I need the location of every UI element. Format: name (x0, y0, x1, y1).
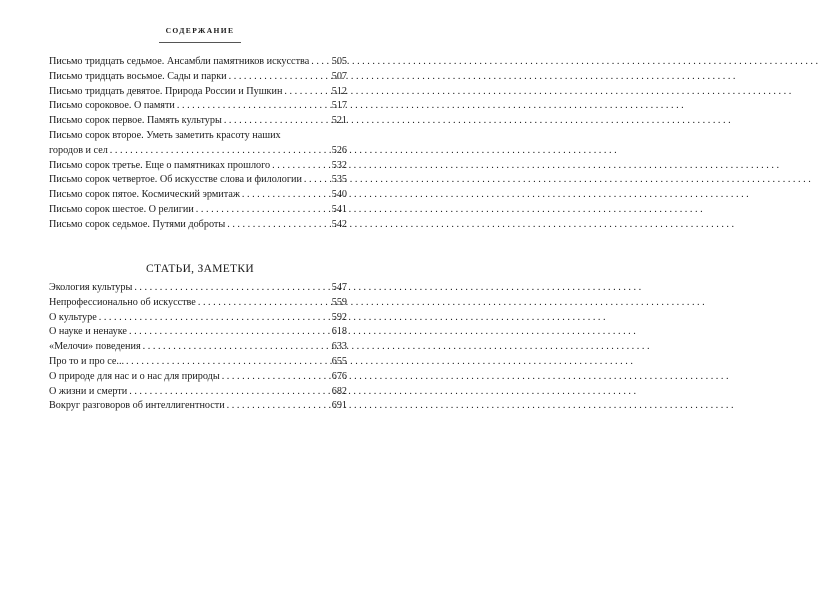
dot-leader (129, 325, 330, 340)
dot-leader (304, 173, 330, 188)
toc-entry[interactable] (49, 399, 347, 414)
toc-entry-title: Вокруг разговоров об интеллигентности (49, 400, 225, 412)
dot-leader (284, 85, 329, 100)
section-heading: СТАТЬИ, ЗАМЕТКИ (146, 263, 254, 275)
articles-toc (49, 281, 347, 414)
toc-entry-page: 547 (331, 282, 347, 293)
toc-entry-title: Письмо тридцать восьмое. Сады и парки (49, 70, 227, 82)
toc-entry-title: Письмо сорок шестое. О религии (49, 203, 194, 215)
toc-entry[interactable] (49, 99, 347, 114)
toc-entry-page: 512 (331, 85, 347, 97)
toc-entry-page: 682 (331, 385, 347, 397)
toc-entry[interactable] (49, 85, 347, 100)
toc-entry[interactable] (49, 370, 347, 385)
dot-leader (242, 188, 330, 203)
toc-entry[interactable] (49, 55, 347, 70)
toc-entry-title: О природе для нас и о нас для природы (49, 370, 220, 382)
toc-entry-page: 618 (331, 326, 347, 338)
toc-entry[interactable] (49, 203, 347, 218)
dot-leader (134, 281, 329, 296)
letters-toc (49, 55, 347, 233)
toc-entry-page: 633 (331, 341, 347, 353)
toc-entry[interactable] (49, 114, 347, 129)
dot-leader (227, 218, 330, 233)
toc-entry-title-line2: городов и сел (49, 144, 108, 156)
toc-entry[interactable] (49, 281, 347, 296)
dot-leader (272, 159, 330, 174)
dot-leader (143, 340, 330, 355)
toc-entry-page: 526 (331, 144, 347, 156)
toc-entry-page: 507 (331, 70, 347, 82)
dot-leader (177, 99, 330, 114)
toc-entry-page: 505 (331, 56, 347, 67)
toc-entry-title: Письмо тридцать девятое. Природа России и Пушкин (49, 85, 283, 97)
dot-leader (224, 114, 330, 129)
toc-entry-page: 540 (331, 189, 347, 201)
dot-leader (229, 70, 330, 85)
toc-entry-title: Непрофессионально об искусстве (49, 296, 196, 308)
toc-entry-page: 592 (331, 311, 347, 323)
toc-entry-title: Про то и про се... (49, 355, 125, 367)
toc-entry-page: 655 (331, 355, 347, 367)
toc-entry-multiline[interactable] (49, 129, 347, 159)
toc-entry[interactable] (49, 70, 347, 85)
dot-leader (196, 203, 330, 218)
toc-entry-page: 541 (331, 203, 347, 215)
toc-entry-title: Письмо сорок третье. Еще о памятниках прошлого (49, 159, 271, 171)
dot-leader (99, 311, 330, 326)
toc-entry-page: 532 (331, 159, 347, 171)
toc-entry[interactable] (49, 385, 347, 400)
dot-leader (126, 355, 330, 370)
toc-entry-title: Экология культуры (49, 282, 133, 293)
toc-entry[interactable] (49, 311, 347, 326)
toc-entry-title: Письмо сорок четвертое. Об искусстве слова и филологии (49, 174, 302, 186)
toc-entry-title: О культуре (49, 311, 97, 323)
dot-leader (110, 144, 330, 159)
toc-entry[interactable] (49, 340, 347, 355)
toc-entry-title: «Мелочи» поведения (49, 341, 141, 353)
running-head: СОДЕРЖАНИЕ (165, 26, 235, 35)
header-rule (159, 42, 241, 43)
dot-leader (227, 399, 330, 414)
toc-entry[interactable] (49, 355, 347, 370)
toc-entry-page: 691 (331, 400, 347, 412)
toc-entry[interactable] (49, 218, 347, 233)
toc-entry-page: 676 (331, 370, 347, 382)
toc-entry-page: 559 (331, 296, 347, 308)
toc-entry-title: О жизни и смерти (49, 385, 128, 397)
toc-entry[interactable] (49, 159, 347, 174)
toc-entry[interactable] (49, 188, 347, 203)
toc-entry-title: Письмо тридцать седьмое. Ансамбли памятников искусства (49, 56, 310, 67)
toc-entry[interactable] (49, 325, 347, 340)
toc-entry[interactable] (49, 173, 347, 188)
toc-entry-title: Письмо сорок пятое. Космический эрмитаж (49, 189, 240, 201)
dot-leader (198, 296, 330, 311)
toc-entry-page: 521 (331, 115, 347, 127)
toc-entry-title: О науке и ненауке (49, 326, 127, 338)
dot-leader (222, 370, 330, 385)
toc-entry-title: Письмо сорок первое. Память культуры (49, 115, 222, 127)
dot-leader (129, 385, 329, 400)
toc-entry-title-line1: Письмо сорок второе. Уметь заметить красоту наших (49, 129, 281, 141)
dot-leader (311, 55, 330, 70)
toc-entry-page: 542 (331, 218, 347, 230)
toc-entry-title: Письмо сорок седьмое. Путями доброты (49, 218, 226, 230)
toc-entry[interactable] (49, 296, 347, 311)
toc-entry-title: Письмо сороковое. О памяти (49, 100, 175, 112)
toc-entry-page: 535 (331, 174, 347, 186)
toc-entry-page: 517 (331, 100, 347, 112)
